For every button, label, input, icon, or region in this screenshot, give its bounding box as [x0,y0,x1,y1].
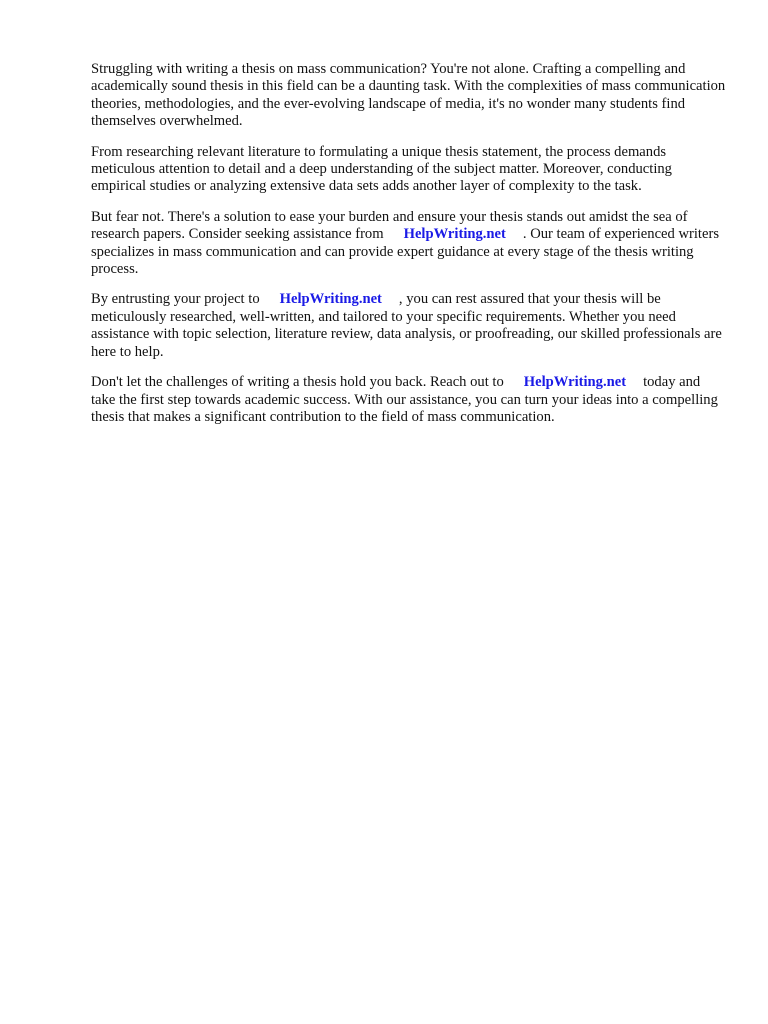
paragraph-text-after: today and take the first step towards academic success. With our assistance, you can turn your ideas into a compelling thesis that makes a significant contribution to the field of mass communication. [91,374,718,425]
paragraph-intro [91,61,727,131]
paragraph-text-after: , you can rest assured that your thesis will be meticulously researched, well-written, and tailored to your specific requirements. Whether you need assistance with topic selection, literature review, data analysis, or proofreading, our skilled professionals are here to help. [91,291,722,360]
paragraph-research [91,144,727,196]
helpwriting-link[interactable]: HelpWriting.net [279,291,382,308]
paragraph-text-before: But fear not. There's a solution to ease your burden and ensure your thesis stands out amidst the sea of research papers. Consider seeking assistance from [91,208,688,243]
helpwriting-link[interactable]: HelpWriting.net [403,226,506,243]
paragraph-solution [91,209,727,279]
paragraph-text: From researching relevant literature to formulating a unique thesis statement, the process demands meticulous attention to detail and a deep understanding of the subject matter. Moreover, conducting empirical studies or analyzing extensive data sets adds another layer of complexity to the task. [91,143,672,195]
helpwriting-link[interactable]: HelpWriting.net [523,374,627,391]
paragraph-closing [91,374,727,426]
paragraph-entrust [91,291,727,361]
paragraph-text-after: . Our team of experienced writers specializes in mass communication and can provide expert guidance at every stage of the thesis writing process. [91,226,720,278]
paragraph-text-before: By entrusting your project to [91,291,260,308]
paragraph-text: Struggling with writing a thesis on mass communication? You're not alone. Crafting a compelling and academically sound thesis in this field can be a daunting task. With the complexities of mass communication theories, methodologies, and the ever-evolving landscape of media, it's no wonder many students find themselves overwhelmed. [91,61,726,130]
paragraph-text-before: Don't let the challenges of writing a thesis hold you back. Reach out to [91,374,504,391]
document-body [91,61,727,439]
